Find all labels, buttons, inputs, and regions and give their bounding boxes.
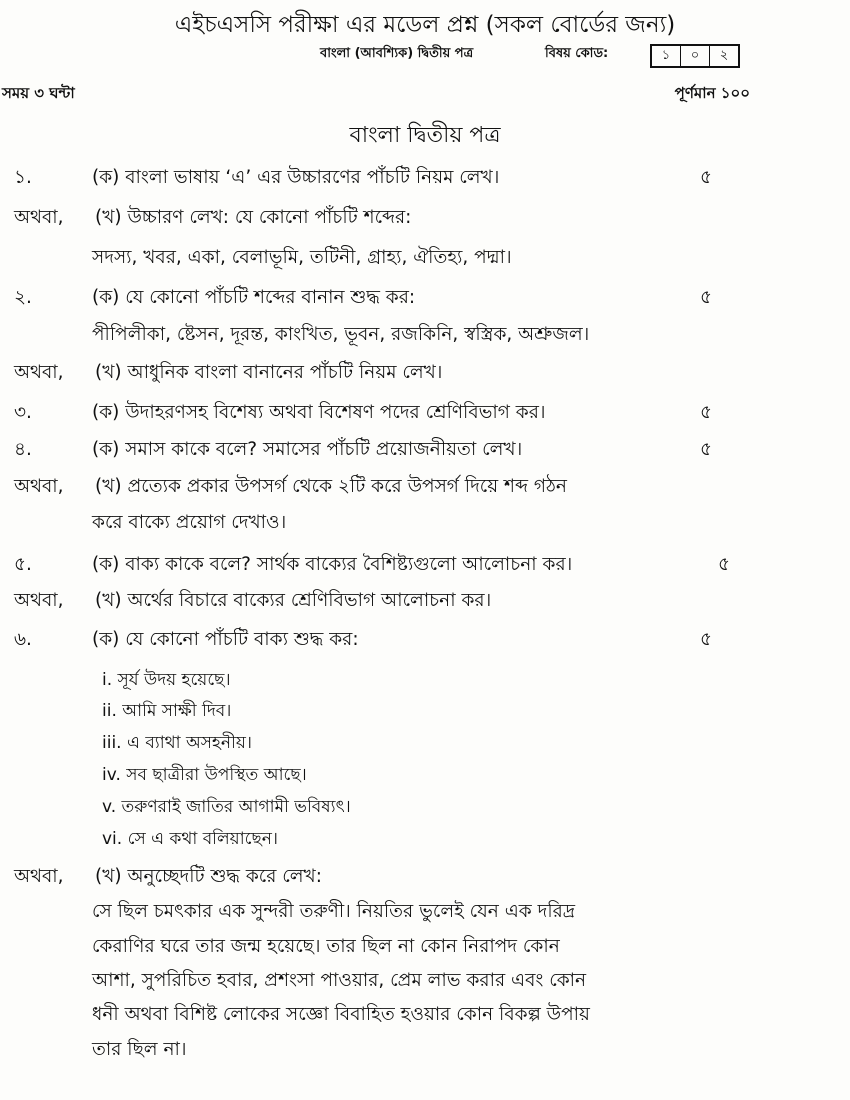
or-label: অথবা, xyxy=(14,590,64,611)
sentence-item: ii. আমি সাক্ষী দিব। xyxy=(102,701,232,721)
or-label: অথবা, xyxy=(14,476,64,497)
question-2b: (খ) আধুনিক বাংলা বানানের পাঁচটি নিয়ম লেখ। xyxy=(95,362,443,383)
word-list: পীপিলীকা, ষ্টেসন, দূরন্ত, কাংখিত, ভূবন, রজকিনি, স্বস্ত্রিক, অশ্রুজল। xyxy=(92,324,590,345)
paragraph-line: তার ছিল না। xyxy=(92,1039,187,1060)
question-1b: (খ) উচ্চারণ লেখ: যে কোনো পাঁচটি শব্দের: xyxy=(95,207,412,228)
question-number: ২. xyxy=(14,287,32,308)
paragraph-line: সে ছিল চমৎকার এক সুন্দরী তরুণী। নিয়তির ভুলেই যেন এক দরিদ্র xyxy=(92,901,576,922)
code-digit: ১ xyxy=(652,46,681,66)
question-marks: ৫ xyxy=(700,287,713,308)
question-marks: ৫ xyxy=(700,167,713,188)
or-label: অথবা, xyxy=(14,362,64,383)
or-label: অথবা, xyxy=(14,866,64,887)
subject-code-label: বিষয় কোড: xyxy=(545,46,609,61)
question-4b: (খ) প্রত্যেক প্রকার উপসর্গ থেকে ২টি করে উপসর্গ দিয়ে শব্দ গঠন xyxy=(95,476,567,497)
question-number: ৫. xyxy=(14,554,32,575)
sentence-item: v. তরুণরাই জাতির আগামী ভবিষ্যৎ। xyxy=(102,797,351,817)
paragraph-line: ধনী অথবা বিশিষ্ট লোকের সজ্ঞো বিবাহিত হওয়ার কোন বিকল্প উপায় xyxy=(92,1004,590,1025)
question-2a: (ক) যে কোনো পাঁচটি শব্দের বানান শুদ্ধ কর: xyxy=(92,287,416,308)
question-marks: ৫ xyxy=(718,554,731,575)
sentence-item: iv. সব ছাত্রীরা উপস্থিত আছে। xyxy=(102,765,307,785)
code-digit: ২ xyxy=(719,48,729,63)
question-4a: (ক) সমাস কাকে বলে? সমাসের পাঁচটি প্রয়োজনীয়তা লেখ। xyxy=(92,439,523,460)
paper-title: বাংলা দ্বিতীয় পত্র xyxy=(349,123,501,148)
sentence-item: iii. এ ব্যাথা অসহনীয়। xyxy=(102,733,252,753)
question-marks: ৫ xyxy=(700,629,713,650)
exam-title: এইচএসসি পরীক্ষা এর মডেল প্রশ্ন (সকল বোর্ডের জন্য) xyxy=(174,12,676,38)
sentence-item: vi. সে এ কথা বলিয়াছেন। xyxy=(102,829,278,849)
question-number: ৬. xyxy=(14,629,32,650)
subject-name: বাংলা (আবশ্যিক) দ্বিতীয় পত্র xyxy=(320,46,474,61)
paragraph-line: কেরাণির ঘরে তার জন্ম হয়েছে। তার ছিল না কোন নিরাপদ কোন xyxy=(92,936,560,957)
question-4b-cont: করে বাক্যে প্রয়োগ দেখাও। xyxy=(92,512,287,533)
question-5a: (ক) বাক্য কাকে বলে? সার্থক বাক্যের বৈশিষ্ট্যগুলো আলোচনা কর। xyxy=(92,554,573,575)
full-marks: পূর্ণমান ১০০ xyxy=(674,84,750,102)
question-number: ৩. xyxy=(14,402,32,423)
question-marks: ৫ xyxy=(700,402,713,423)
subject-code-box xyxy=(650,44,740,68)
question-number: ৪. xyxy=(14,439,32,460)
paragraph-line: আশা, সুপরিচিত হবার, প্রশংসা পাওয়ার, প্রেম লাভ করার এবং কোন xyxy=(92,970,587,991)
question-5b: (খ) অর্থের বিচারে বাক্যের শ্রেণিবিভাগ আলোচনা কর। xyxy=(95,590,492,611)
question-number: ১. xyxy=(14,167,32,188)
question-6a: (ক) যে কোনো পাঁচটি বাক্য শুদ্ধ কর: xyxy=(92,629,359,650)
question-3a: (ক) উদাহরণসহ বিশেষ্য অথবা বিশেষণ পদের শ্রেণিবিভাগ কর। xyxy=(92,402,546,423)
code-digit: ০ xyxy=(681,46,710,66)
sentence-item: i. সূর্য উদয় হয়েছে। xyxy=(102,670,231,690)
or-label: অথবা, xyxy=(14,207,64,228)
time-allowed: সময় ৩ ঘন্টা xyxy=(2,84,75,102)
question-marks: ৫ xyxy=(700,439,713,460)
question-6b: (খ) অনুচ্ছেদটি শুদ্ধ করে লেখ: xyxy=(95,866,322,887)
question-1a: (ক) বাংলা ভাষায় ‘এ’ এর উচ্চারণের পাঁচটি নিয়ম লেখ। xyxy=(92,167,500,188)
word-list: সদস্য, খবর, একা, বেলাভূমি, তটিনী, গ্রাহ্য, ঐতিহ্য, পদ্মা। xyxy=(92,247,512,268)
